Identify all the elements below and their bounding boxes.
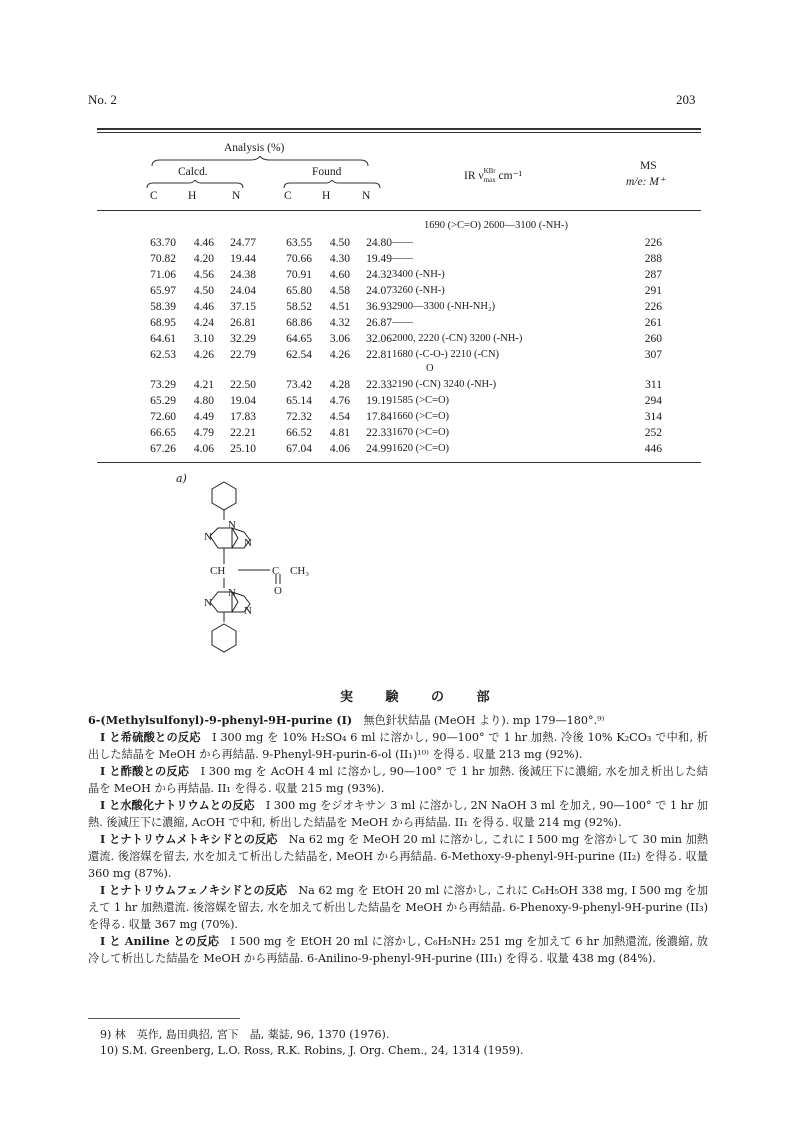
table-row: [100, 331, 662, 347]
table-cell-fc: 70.66: [286, 253, 312, 265]
table-cell-cc: 62.53: [150, 349, 176, 361]
table-row: [100, 393, 662, 409]
table-cell-fn: 24.07: [366, 285, 392, 297]
table-cell-ms: 226: [644, 237, 662, 249]
table-cell-ms: 288: [644, 253, 662, 265]
col-n-found: N: [362, 190, 371, 202]
table-cell-cc: 73.29: [150, 379, 176, 391]
table-cell-cn: 22.79: [230, 349, 256, 361]
experimental-paragraph: [88, 882, 708, 933]
table-cell-ir: 1620 (>C=O): [392, 443, 450, 454]
table-cell-fn: 24.99: [366, 443, 392, 455]
table-cell-ch: 4.46: [193, 301, 214, 313]
table-cell-ch: 4.56: [193, 269, 214, 281]
table-cell-ms: 252: [644, 427, 662, 439]
experimental-body: [88, 712, 708, 967]
table-row: [100, 267, 662, 283]
table-cell-ms: 446: [644, 443, 662, 455]
table-cell-fc: 70.91: [286, 269, 312, 281]
table-cell-ir: 1670 (>C=O): [392, 427, 450, 438]
table-cell-cc: 65.97: [150, 285, 176, 297]
table-cell-cc: 66.65: [150, 427, 176, 439]
table-cell-cn: 24.04: [230, 285, 256, 297]
table-cell-fn: 19.49: [366, 253, 392, 265]
paragraph-text: Na 62 mg を EtOH 20 ml に溶かし, これに C₆H₅OH 338 mg, I 500 mg を加えて 1 hr 加熱還流. 後溶媒を留去, 水を加えて析出した結晶を MeOH から再結晶. 6-Phenoxy-9-phenyl-9H-purine (II₃) を得る. 収量 367 mg (70%).: [88, 884, 709, 931]
table-cell-ch: 4.26: [193, 349, 214, 361]
table-cell-fc: 64.65: [286, 333, 312, 345]
table-cell-ir: ——: [392, 253, 413, 264]
experimental-paragraph: [88, 763, 708, 797]
atom-n-4: N: [204, 597, 212, 609]
structure-drawing: [178, 468, 378, 668]
table-cell-fc: 72.32: [286, 411, 312, 423]
table-row: [100, 441, 662, 457]
table-cell-ms: 260: [644, 333, 662, 345]
table-cell-fc: 65.80: [286, 285, 312, 297]
table-cell-fh: 4.51: [329, 301, 350, 313]
table-cell-ir: 1660 (>C=O): [392, 411, 450, 422]
structure-label: a): [176, 472, 187, 485]
table-cell-ms: 311: [645, 379, 662, 391]
paragraph-title: I と酢酸との反応: [100, 764, 190, 778]
experimental-paragraph: [88, 933, 708, 967]
table-cell-fh: 4.76: [329, 395, 350, 407]
table-cell-cc: 58.39: [150, 301, 176, 313]
table-cell-ch: 4.24: [193, 317, 214, 329]
table-row: [100, 283, 662, 299]
experimental-paragraph: [88, 712, 708, 729]
table-cell-fc: 62.54: [286, 349, 312, 361]
page-number: 203: [676, 92, 696, 107]
col-h-found: H: [322, 190, 331, 202]
paragraph-title: I とナトリウムフェノキシドとの反応: [100, 883, 288, 897]
found-brace: [282, 180, 382, 190]
found-label: Found: [312, 166, 342, 178]
table-cell-cn: 19.04: [230, 395, 256, 407]
table-cell-fh: 4.32: [329, 317, 350, 329]
table-cell-fc: 63.55: [286, 237, 312, 249]
col-c-found: C: [284, 190, 292, 202]
col-n-calcd: N: [232, 190, 241, 202]
table-cell-cn: 37.15: [230, 301, 256, 313]
paragraph-title: I と水酸化ナトリウムとの反応: [100, 798, 255, 812]
paragraph-title: I と希硫酸との反応: [100, 730, 201, 744]
table-header-rule: [97, 210, 701, 211]
table-cell-cn: 17.83: [230, 411, 256, 423]
table-cell-cc: 67.26: [150, 443, 176, 455]
table-cell-fn: 19.19: [366, 395, 392, 407]
table-cell-fn: 22.81: [366, 349, 392, 361]
table-cell-fc: 67.04: [286, 443, 312, 455]
table-cell-ir: 2000, 2220 (-CN) 3200 (-NH-): [392, 333, 523, 344]
experimental-paragraph: [88, 831, 708, 882]
table-cell-ir-sub: O: [426, 363, 434, 374]
table-cell-ms: 314: [644, 411, 662, 423]
table-cell-cc: 68.95: [150, 317, 176, 329]
page-header-left: No. 2: [88, 92, 117, 107]
table-cell-cc: 65.29: [150, 395, 176, 407]
table-cell-ch: 4.20: [193, 253, 214, 265]
paragraph-text: 無色針状結晶 (MeOH より). mp 179—180°.⁹⁾: [352, 714, 605, 727]
table-row: [100, 235, 662, 251]
table-cell-ch: 4.50: [193, 285, 214, 297]
table-row: [100, 409, 662, 425]
table-top-rule: [97, 128, 701, 130]
table-cell-cc: 63.70: [150, 237, 176, 249]
atom-n-3: N: [244, 537, 252, 549]
table-cell-fh: 4.26: [329, 349, 350, 361]
table-cell-cn: 19.44: [230, 253, 256, 265]
table-cell-fh: 4.58: [329, 285, 350, 297]
table-cell-cn: 22.50: [230, 379, 256, 391]
table-cell-cn: 22.21: [230, 427, 256, 439]
footnote-9: 9) 林 英作, 島田典招, 宮下 晶, 薬誌, 96, 1370 (1976).: [100, 1028, 390, 1041]
table-row: [100, 377, 662, 393]
table-cell-ir: 2190 (-CN) 3240 (-NH-): [392, 379, 497, 390]
experimental-paragraph: [88, 797, 708, 831]
table-cell-ms: 307: [644, 349, 662, 361]
table-cell-fn: 36.93: [366, 301, 392, 313]
table-cell-fn: 24.80: [366, 237, 392, 249]
experimental-paragraph: [88, 729, 708, 763]
atom-n-2: N: [204, 531, 212, 543]
atom-n-5: N: [228, 587, 236, 599]
ir-label: IR ν KBr max cm⁻¹: [464, 167, 523, 184]
table-row: [100, 347, 662, 377]
table-row: [100, 425, 662, 441]
table-cell-cn: 26.81: [230, 317, 256, 329]
footnote-10: 10) S.M. Greenberg, L.O. Ross, R.K. Robins, J. Org. Chem., 24, 1314 (1959).: [100, 1044, 524, 1057]
ch3-label: CH₃: [290, 565, 310, 577]
table-cell-ch: 3.10: [193, 333, 214, 345]
table-cell-ch: 4.49: [193, 411, 214, 423]
table-cell-ir-main: 1680 (-C-O-) 2210 (-CN): [392, 349, 500, 360]
section-heading: 実 験 の 部: [340, 690, 504, 705]
calcd-brace: [145, 180, 245, 190]
analysis-table: [100, 235, 662, 457]
ms-label: MS: [640, 160, 657, 172]
table-cell-cn: 32.29: [230, 333, 256, 345]
table-cell-ch: 4.80: [193, 395, 214, 407]
ch-label: CH: [210, 565, 226, 577]
table-cell-ir: 3260 (-NH-): [392, 285, 445, 296]
table-row: [100, 315, 662, 331]
carbonyl-c-label: C: [272, 565, 280, 577]
table-cell-ir: 3400 (-NH-): [392, 269, 445, 280]
table-cell-fh: 4.60: [329, 269, 350, 281]
table-cell-fc: 73.42: [286, 379, 312, 391]
table-cell-cc: 64.61: [150, 333, 176, 345]
table-cell-ir: ——: [392, 237, 413, 248]
table-cell-ir: 2900—3300 (-NH-NH₂): [392, 301, 496, 312]
table-cell-fn: 26.87: [366, 317, 392, 329]
table-top-rule-2: [97, 132, 701, 133]
table-cell-fh: 4.30: [329, 253, 350, 265]
table-cell-fh: 4.28: [329, 379, 350, 391]
table-cell-fh: 4.81: [329, 427, 350, 439]
table-cell-ir: 1585 (>C=O): [392, 395, 450, 406]
table-cell-fh: 4.06: [329, 443, 350, 455]
table-row: [100, 299, 662, 315]
calcd-label: Calcd.: [178, 166, 208, 178]
carbonyl-o-label: O: [274, 585, 282, 597]
paragraph-title: I とナトリウムメトキシドとの反応: [100, 832, 278, 846]
analysis-label: Analysis (%): [224, 142, 285, 154]
table-cell-fn: 22.33: [366, 427, 392, 439]
table-cell-cc: 72.60: [150, 411, 176, 423]
col-c-calcd: C: [150, 190, 158, 202]
table-cell-ms: 226: [644, 301, 662, 313]
table-cell-cn: 24.38: [230, 269, 256, 281]
paragraph-title: 6-(Methylsulfonyl)-9-phenyl-9H-purine (I): [88, 713, 353, 727]
table-cell-fc: 58.52: [286, 301, 312, 313]
table-cell-fc: 66.52: [286, 427, 312, 439]
table-cell-fh: 4.50: [329, 237, 350, 249]
table-cell-ms: 291: [644, 285, 662, 297]
table-cell-ir: ——: [392, 317, 413, 328]
table-cell-cc: 70.82: [150, 253, 176, 265]
table-cell-ms: 287: [644, 269, 662, 281]
table-cell-fh: 4.54: [329, 411, 350, 423]
paragraph-text: I 300 mg をジオキサン 3 ml に溶かし, 2N NaOH 3 ml を加え, 90—100° で 1 hr 加熱. 後減圧下に濃縮, AcOH で中和, 析出した結晶を MeOH から再結晶. II₁ を得る. 収量 214 mg (92%).: [88, 799, 708, 829]
extra-ir-row: 1690 (>C=O) 2600—3100 (-NH-): [424, 220, 568, 231]
table-row: [100, 251, 662, 267]
ms-sub-label: m/e: M⁺: [626, 176, 665, 188]
paragraph-title: I と Aniline との反応: [100, 934, 220, 948]
paragraph-text: Na 62 mg を MeOH 20 ml に溶かし, これに I 500 mg を溶かして 30 min 加熱還流. 後溶媒を留去, 水を加えて析出した結晶を, MeOH から再結晶. 6-Methoxy-9-phenyl-9H-purine (II₂) を得る. 収量 360 mg (87%).: [88, 833, 709, 880]
table-cell-ch: 4.46: [193, 237, 214, 249]
table-cell-ch: 4.21: [193, 379, 214, 391]
table-cell-fn: 22.33: [366, 379, 392, 391]
paragraph-text: I 500 mg を EtOH 20 ml に溶かし, C₆H₅NH₂ 251 mg を加えて 6 hr 加熱還流, 後濃縮, 放冷して析出した結晶を MeOH から再結晶. 6-Anilino-9-phenyl-9H-purine (III₁) を得る. 収量 438 mg (84%).: [88, 935, 708, 965]
atom-n-1: N: [228, 519, 236, 531]
table-cell-fc: 68.86: [286, 317, 312, 329]
table-cell-ir: [392, 347, 602, 377]
table-cell-fn: 32.06: [366, 333, 392, 345]
table-cell-cn: 25.10: [230, 443, 256, 455]
table-cell-fh: 3.06: [329, 333, 350, 345]
table-bottom-rule: [97, 462, 701, 463]
table-cell-ch: 4.06: [193, 443, 214, 455]
table-cell-cn: 24.77: [230, 237, 256, 249]
table-cell-fc: 65.14: [286, 395, 312, 407]
table-cell-cc: 71.06: [150, 269, 176, 281]
atom-n-6: N: [244, 605, 252, 617]
col-h-calcd: H: [188, 190, 197, 202]
table-cell-ms: 294: [644, 395, 662, 407]
table-cell-ms: 261: [644, 317, 662, 329]
table-cell-ch: 4.79: [193, 427, 214, 439]
footnote-rule: [88, 1018, 240, 1019]
table-cell-fn: 24.32: [366, 269, 392, 281]
paragraph-text: I 300 mg を AcOH 4 ml に溶かし, 90—100° で 1 hr 加熱. 後減圧下に濃縮, 水を加え析出した結晶を MeOH から再結晶. II₁ を得る. 収量 215 mg (93%).: [88, 765, 708, 795]
paragraph-text: I 300 mg を 10% H₂SO₄ 6 ml に溶かし, 90—100° で 1 hr 加熱. 冷後 10% K₂CO₃ で中和, 析出した結晶を MeOH から再結晶. 9-Phenyl-9H-purin-6-ol (II₁)¹⁰⁾ を得る. 収量 213 mg (92%).: [88, 731, 708, 761]
table-cell-fn: 17.84: [366, 411, 392, 423]
